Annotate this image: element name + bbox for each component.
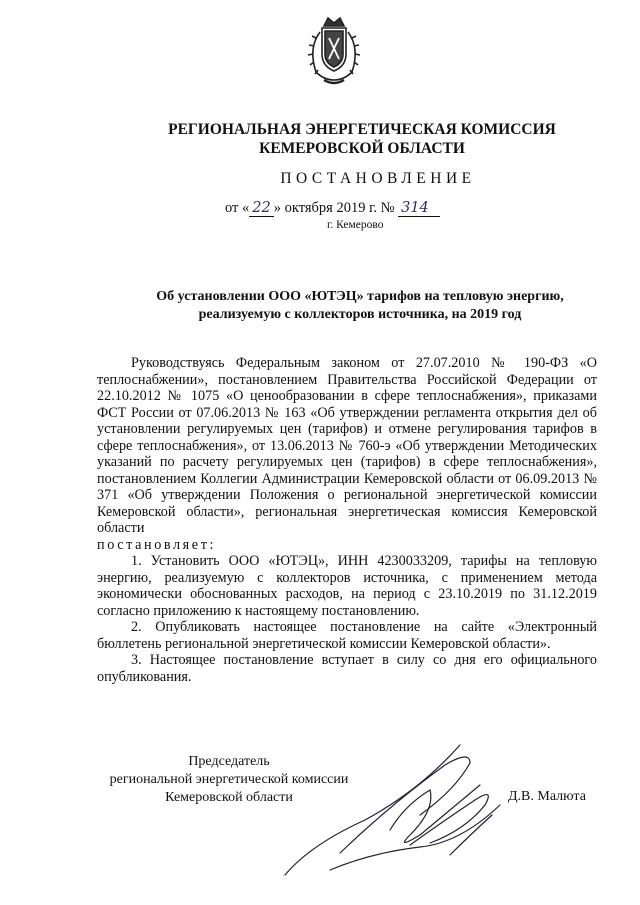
decrees-word: постановляет:: [97, 536, 217, 553]
item-3-paragraph: 3. Настоящее постановление вступает в силу со дня его официального опубликования.: [97, 652, 597, 685]
city: г. Кемерово: [327, 219, 384, 231]
date-middle: » октября 2019 г. №: [273, 200, 395, 216]
date-prefix: от «: [225, 200, 250, 216]
handwritten-signature: [270, 735, 530, 885]
subject-line-2: реализуемую с коллекторов источника, на 2019 год: [198, 307, 522, 322]
document-subject: [140, 288, 580, 324]
organization-region: КЕМЕРОВСКОЙ ОБЛАСТИ: [259, 140, 465, 157]
organization-name: РЕГИОНАЛЬНАЯ ЭНЕРГЕТИЧЕСКАЯ КОМИССИЯ: [168, 121, 556, 138]
preamble-paragraph: Руководствуясь Федеральным законом от 27.07.2010 № 190-ФЗ «О теплоснабжении», постановлением Правительства Российской Федерации от 22.10.2012 № 1075 «О ценообразовании в сфере теплоснабжения», приказами ФСТ России от 07.06.2013 № 163 «Об утверждении регламента открытия дел об установлении регулируемых цен (тарифов) и отмене регулирования тарифов в сфере теплоснабжения», от 13.06.2013 № 760-э «Об утверждении Методических указаний по расчету регулируемых цен (тарифов) в сфере теплоснабжения», постановлением Коллегии Администрации Кемеровской области от 06.09.2013 № 371 «Об утверждении Положения о региональной энергетической комиссии Кемеровской области», региональная энергетическая комиссия Кемеровской области: [97, 355, 597, 536]
signer-title-line-2: региональной энергетической комиссии: [109, 772, 349, 787]
subject-line-1: Об установлении ООО «ЮТЭЦ» тарифов на тепловую энергию,: [156, 289, 564, 304]
signer-title-line-3: Кемеровской области: [165, 790, 293, 805]
signer-name: Д.В. Малюта: [508, 789, 586, 804]
date-line: [225, 200, 440, 217]
coat-of-arms-icon: [298, 14, 370, 88]
item-2-paragraph: 2. Опубликовать настоящее постановление на сайте «Электронный бюллетень региональной энергетической комиссии Кемеровской области».: [97, 619, 597, 652]
document-body: [97, 355, 597, 685]
item-1-paragraph: 1. Установить ООО «ЮТЭЦ», ИНН 4230033209, тарифы на тепловую энергию, реализуемую с коллекторов источника, с применением метода экономически обоснованных расходов, на период с 23.10.2019 по 31.12.2019 согласно приложению к настоящему постановлению.: [97, 553, 597, 619]
signer-title-line-1: Председатель: [188, 754, 270, 769]
document-number: 314: [398, 201, 440, 217]
document-type: ПОСТАНОВЛЕНИЕ: [280, 170, 476, 187]
date-day: 22: [249, 201, 273, 217]
